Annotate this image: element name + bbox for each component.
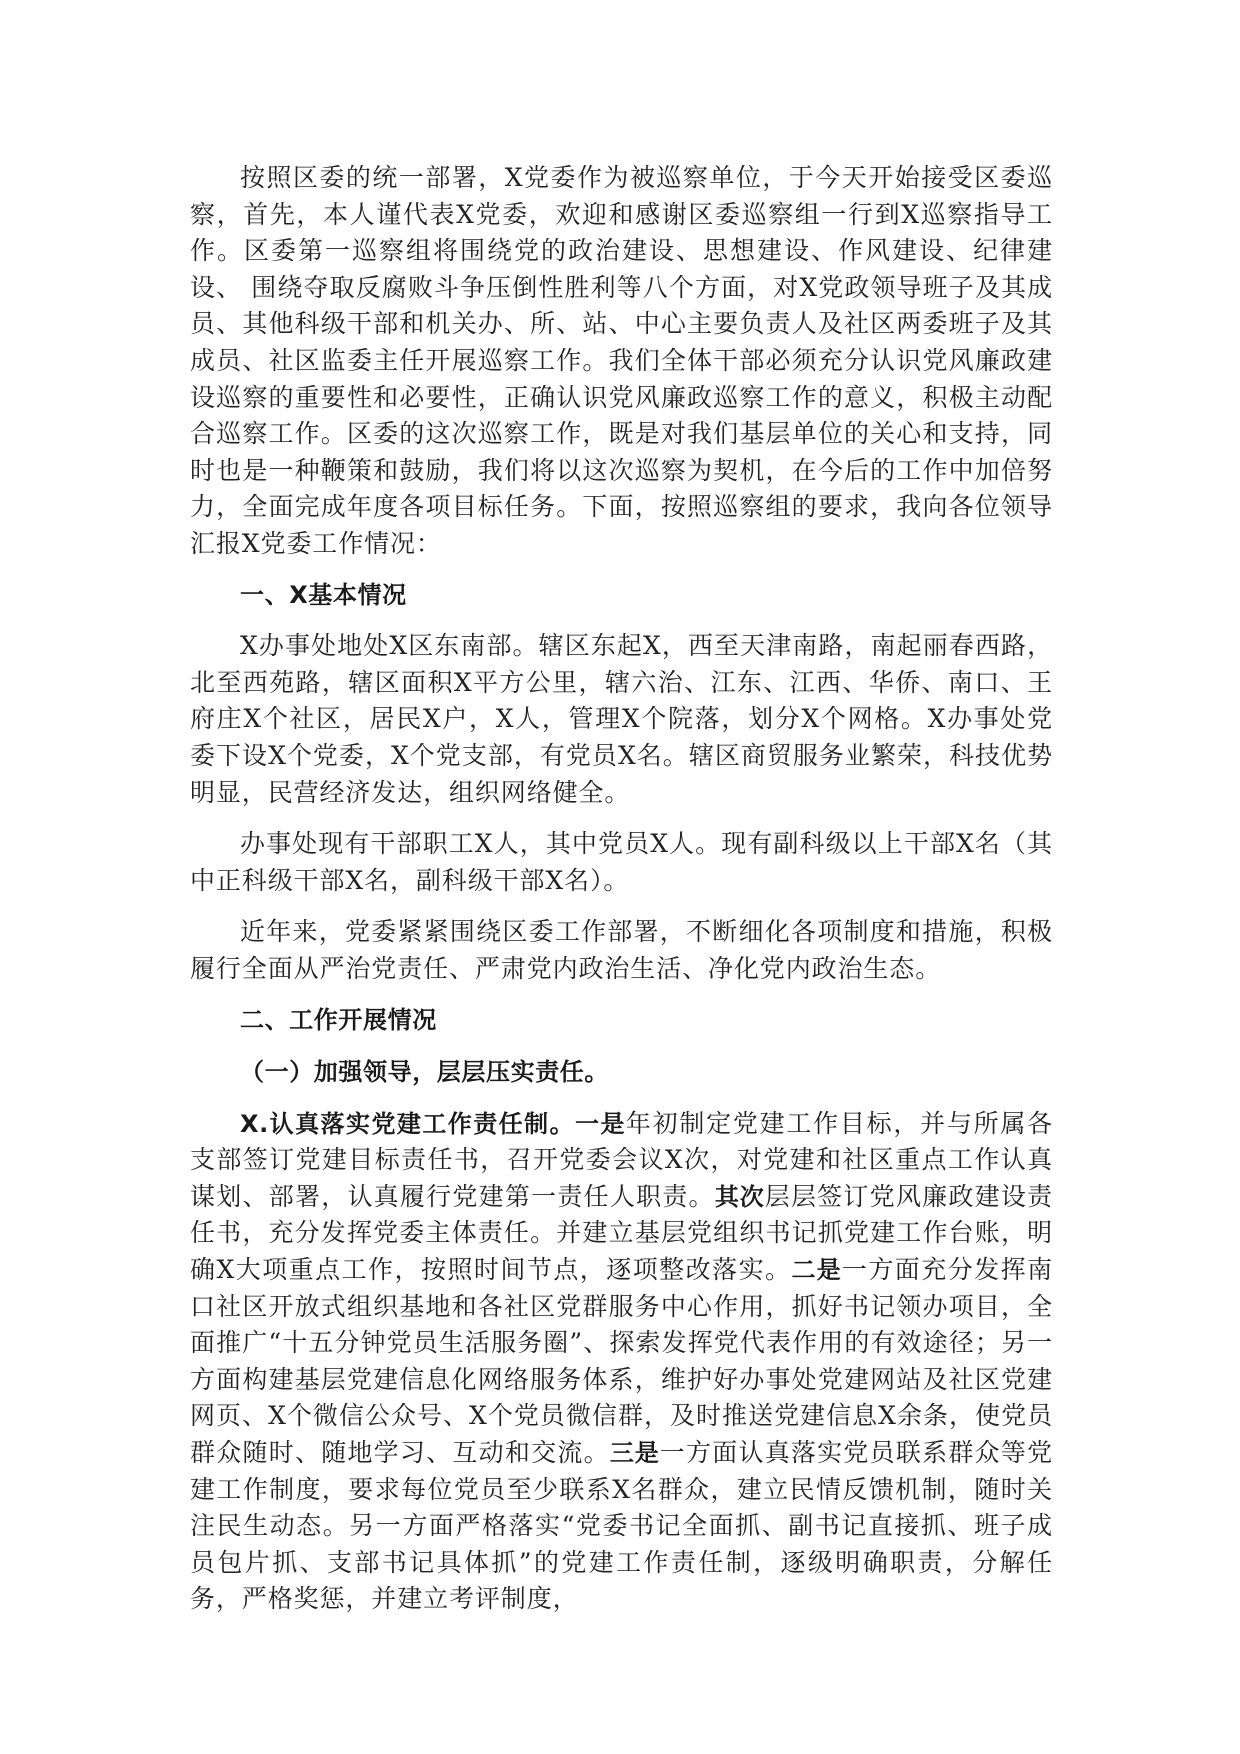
item-text-third: 一方面认真落实党员联系群众等党建工作制度，要求每位党员至少联系X名群众，建立民情反馈机制，随时关注民生动态。另一方面严格落实“党委书记全面抓、副书记直接抓、班子成员包片抓、支部书记具体抓”的党建工作责任制，逐级明确职责，分解任务，严格奖惩，并建立考评制度， [190, 1438, 1053, 1614]
subsection-heading-leadership: （一）加强领导，层层压实责任。 [240, 1058, 609, 1087]
basic-info-paragraph-3: 近年来，党委紧紧围绕区委工作部署，不断细化各项制度和措施，积极履行全面从严治党责任、严肃党内政治生活、净化党内政治生态。 [190, 917, 1053, 983]
basic-info-paragraph-2: 办事处现有干部职工X人，其中党员X人。现有副科级以上干部X名（其中正科级干部X名，副科级干部X名）。 [190, 829, 1053, 895]
party-building-responsibility-paragraph [190, 1106, 1053, 1618]
item-text-next: 层层签订党风廉政建设责任书，充分发挥党委主体责任。并建立基层党组织书记抓党建工作台账，明确X大项重点工作，按照时间节点，逐项整改落实。 [190, 1181, 1054, 1285]
document-body [190, 160, 1053, 1618]
item-text-first: 年初制定党建工作目标，并与所属各支部签订党建目标责任书，召开党委会议X次，对党建和社区重点工作认真谋划、部署，认真履行党建第一责任人职责。 [190, 1108, 1053, 1211]
keyword-third: 三是 [609, 1439, 660, 1467]
section-heading-work-progress: 二、工作开展情况 [240, 1006, 437, 1035]
intro-paragraph: 按照区委的统一部署，X党委作为被巡察单位，于今天开始接受区委巡察，首先，本人谨代表X党委，欢迎和感谢区委巡察组一行到X巡察指导工作。区委第一巡察组将围绕党的政治建设、思想建设、作风建设、纪律建设、 围绕夺取反腐败斗争压倒性胜利等八个方面，对X党政领导班子及其成员、其他科级干部和机关办、所、站、中心主要负责人及社区两委班子及其成员、社区监委主任开展巡察工作。我们全体干部必须充分认识党风廉政建设巡察的重要性和必要性，正确认识党风廉政巡察工作的意义，积极主动配合巡察工作。区委的这次巡察工作，既是对我们基层单位的关心和支持，同时也是一种鞭策和鼓励，我们将以这次巡察为契机，在今后的工作中加倍努力，全面完成年度各项目标任务。下面，按照巡察组的要求，我向各位领导汇报X党委工作情况： [190, 163, 1053, 558]
section-heading-basic-info: 一、X基本情况 [240, 580, 407, 609]
item-lead-title: X.认真落实党建工作责任制。 [240, 1109, 576, 1138]
keyword-first: 一是 [575, 1109, 626, 1138]
item-text-second: 一方面充分发挥南口社区开放式组织基地和各社区党群服务中心作用，抓好书记领办项目，全面推广“十五分钟党员生活服务圈”、探索发挥党代表作用的有效途径；另一方面构建基层党建信息化网络服务体系，维护好办事处党建网站及社区党建网页、X个微信公众号、X个党员微信群，及时推送党建信息X余条，使党员群众随时、随地学习、互动和交流。 [190, 1255, 1054, 1467]
keyword-next: 其次 [714, 1182, 765, 1211]
basic-info-paragraph-1: X办事处地处X区东南部。辖区东起X，西至天津南路，南起丽春西路，北至西苑路，辖区面积X平方公里，辖六治、江东、江西、华侨、南口、王府庄X个社区，居民X户，X人，管理X个院落，划分X个网格。X办事处党委下设X个党委，X个党支部，有党员X名。辖区商贸服务业繁荣，科技优势明显，民营经济发达，组织网络健全。 [190, 631, 1053, 807]
keyword-second: 二是 [791, 1256, 842, 1285]
